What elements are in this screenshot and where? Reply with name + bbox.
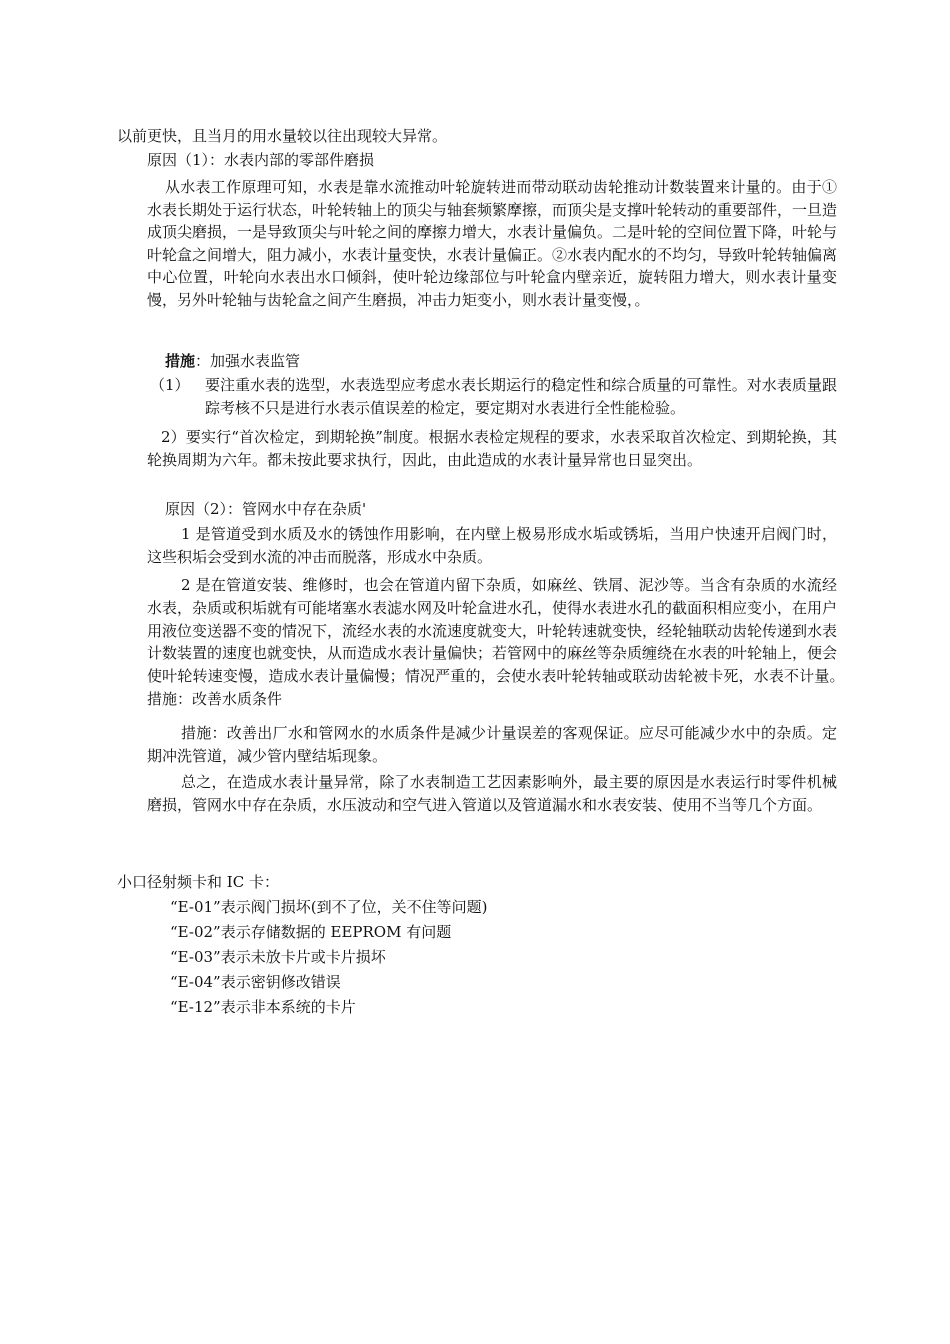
error-e12: “E-12”表示非本系统的卡片: [170, 998, 356, 1016]
measure-label: 措施: [165, 352, 196, 370]
reason2-title: 原因（2）：管网水中存在杂质': [165, 500, 367, 518]
item2-text: 2）要实行“首次检定，到期轮换”制度。根据水表检定规程的要求，水表采取首次检定、到期轮换，其轮换周期为六年。都未按此要求执行，因此，由此造成的水表计量异常也日显突出。: [147, 428, 837, 469]
error-e03: “E-03”表示未放卡片或卡片损坏: [170, 948, 386, 966]
reason1-title: 原因（1）：水表内部的零部件磨损: [147, 151, 375, 169]
reason2-para1: 1 是管道受到水质及水的锈蚀作用影响，在内壁上极易形成水垢或锈垢，当用户快速开启阀门时，这些积垢会受到水流的冲击而脱落，形成水中杂质。: [147, 525, 837, 566]
error-e02: “E-02”表示存储数据的 EEPROM 有问题: [170, 923, 452, 941]
reason2-measure: 措施：改善出厂水和管网水的水质条件是减少计量误差的客观保证。应尽可能减少水中的杂质。定期冲洗管道，减少管内壁结垢现象。: [147, 724, 837, 765]
reason1-body: 从水表工作原理可知，水表是靠水流推动叶轮旋转进而带动联动齿轮推动计数装置来计量的。由于①水表长期处于运行状态，叶轮转轴上的顶尖与轴套频繁摩擦，而顶尖是支撑叶轮转动的重要部件，一旦造成顶尖磨损，一是导致顶尖与叶轮之间的摩擦力增大，水表计量偏负。二是叶轮的空间位置下降，叶轮与叶轮盒之间增大，阻力减小，水表计量变快，水表计量偏正。②水表内配水的不均匀，导致叶轮转轴偏离中心位置，叶轮向水表出水口倾斜，使叶轮边缘部位与叶轮盒内壁亲近，旋转阻力增大，则水表计量变慢，另外叶轮轴与齿轮盒之间产生磨损，冲击力矩变小，则水表计量变慢，。: [147, 178, 838, 309]
item1-number: （1）: [150, 376, 190, 394]
reason2-para2: 2 是在管道安装、维修时，也会在管道内留下杂质，如麻丝、铁屑、泥沙等。当含有杂质的水流经水表，杂质或积垢就有可能堵塞水表滤水网及叶轮盒进水孔，使得水表进水孔的截面积相应变小，在用户用液位变送器不变的情况下，流经水表的水流速度就变大，叶轮转速就变快，经轮轴联动齿轮传递到水表计数装置的速度也就变快，从而造成水表计量偏快；若管网中的麻丝等杂质缠绕在水表的叶轮轴上，便会使叶轮转速变慢，造成水表计量偏慢；情况严重的，会使水表叶轮转轴或联动齿轮被卡死，水表不计量。 措施：改善水质条件: [147, 576, 853, 708]
error-e01: “E-01”表示阀门损坏(到不了位，关不住等问题): [170, 898, 488, 916]
summary-paragraph: 总之，在造成水表计量异常，除了水表制造工艺因素影响外，最主要的原因是水表运行时零件机械磨损，管网水中存在杂质，水压波动和空气进入管道以及管道漏水和水表安装、使用不当等几个方面。: [147, 773, 837, 814]
error-e04: “E-04”表示密钥修改错误: [170, 973, 341, 991]
intro-line: 以前更快，且当月的用水量较以往出现较大异常。: [117, 127, 448, 145]
measure-text: ：加强水表监管: [195, 352, 301, 370]
card-section-title: 小口径射频卡和 IC 卡：: [117, 873, 279, 891]
item1-text: 要注重水表的选型，水表选型应考虑水表长期运行的稳定性和综合质量的可靠性。对水表质量跟踪考核不只是进行水表示值误差的检定，要定期对水表进行全性能检验。: [205, 376, 837, 417]
reason1-measure: [165, 350, 300, 372]
